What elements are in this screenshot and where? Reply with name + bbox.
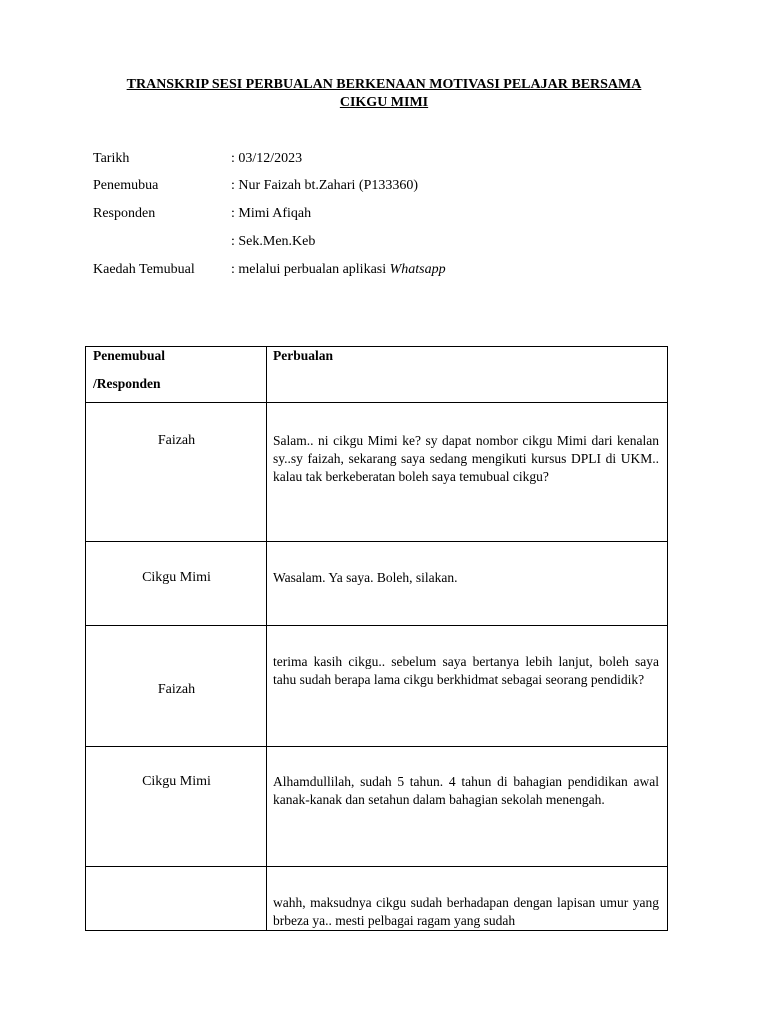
header-speaker-line-2: /Responden xyxy=(93,376,161,391)
table-row xyxy=(86,542,667,626)
speaker-name: Cikgu Mimi xyxy=(142,570,211,585)
speaker-cell xyxy=(86,747,267,866)
speaker-cell xyxy=(86,867,267,930)
message-text: terima kasih cikgu.. sebelum saya bertanya lebih lanjut, boleh saya tahu sudah berapa lama cikgu berkhidmat sebagai seorang pendidik? xyxy=(273,654,659,687)
speaker-name: Faizah xyxy=(157,433,196,448)
table-row xyxy=(86,403,667,542)
header-conversation: Perbualan xyxy=(273,348,334,363)
kaedah-value xyxy=(231,261,446,279)
kaedah-value-app: Whatsapp xyxy=(389,262,446,277)
title-line-1: TRANSKRIP SESI PERBUALAN BERKENAAN MOTIVASI PELAJAR BERSAMA xyxy=(126,77,642,92)
title-line-2: CIKGU MIMI xyxy=(339,95,429,110)
speaker-cell xyxy=(86,403,267,541)
message-text: Salam.. ni cikgu Mimi ke? sy dapat nombor cikgu Mimi dari kenalan sy..sy faizah, sekarang saya sedang mengikuti kursus DPLI di UKM.. kalau tak berkeberatan boleh saya temubual cikgu? xyxy=(273,433,659,484)
speaker-cell xyxy=(86,542,267,625)
message-text: Wasalam. Ya saya. Boleh, silakan. xyxy=(273,570,458,585)
header-speaker-line-1: Penemubual xyxy=(93,348,166,363)
table-header-row xyxy=(86,347,667,403)
table-row xyxy=(86,867,667,931)
message-text: wahh, maksudnya cikgu sudah berhadapan dengan lapisan umur yang brbeza ya.. mesti pelbagai ragam yang sudah xyxy=(273,895,659,928)
responden-label: Responden xyxy=(93,206,156,221)
table-row xyxy=(86,626,667,747)
message-cell xyxy=(267,867,667,930)
header-cell-speaker xyxy=(86,347,267,402)
tarikh-value: : 03/12/2023 xyxy=(231,151,303,166)
speaker-name: Faizah xyxy=(157,682,196,697)
message-cell xyxy=(267,542,667,625)
document-title xyxy=(80,76,688,112)
penemubua-label: Penemubua xyxy=(93,178,159,193)
responden-value: : Mimi Afiqah xyxy=(231,206,312,221)
penemubua-value: : Nur Faizah bt.Zahari (P133360) xyxy=(231,178,419,193)
kaedah-value-text: : melalui perbualan aplikasi xyxy=(231,262,390,277)
table-row xyxy=(86,747,667,867)
message-text: Alhamdullilah, sudah 5 tahun. 4 tahun di bahagian pendidikan awal kanak-kanak dan setahun dalam bahagian sekolah menengah. xyxy=(273,774,659,807)
conversation-table xyxy=(85,346,668,931)
message-cell xyxy=(267,626,667,746)
kaedah-label: Kaedah Temubual xyxy=(93,262,195,277)
message-cell xyxy=(267,747,667,866)
sekolah-value: : Sek.Men.Keb xyxy=(231,234,316,249)
tarikh-label: Tarikh xyxy=(93,151,130,166)
header-cell-conversation xyxy=(267,347,667,402)
message-cell xyxy=(267,403,667,541)
speaker-cell xyxy=(86,626,267,746)
speaker-name: Cikgu Mimi xyxy=(142,774,211,789)
